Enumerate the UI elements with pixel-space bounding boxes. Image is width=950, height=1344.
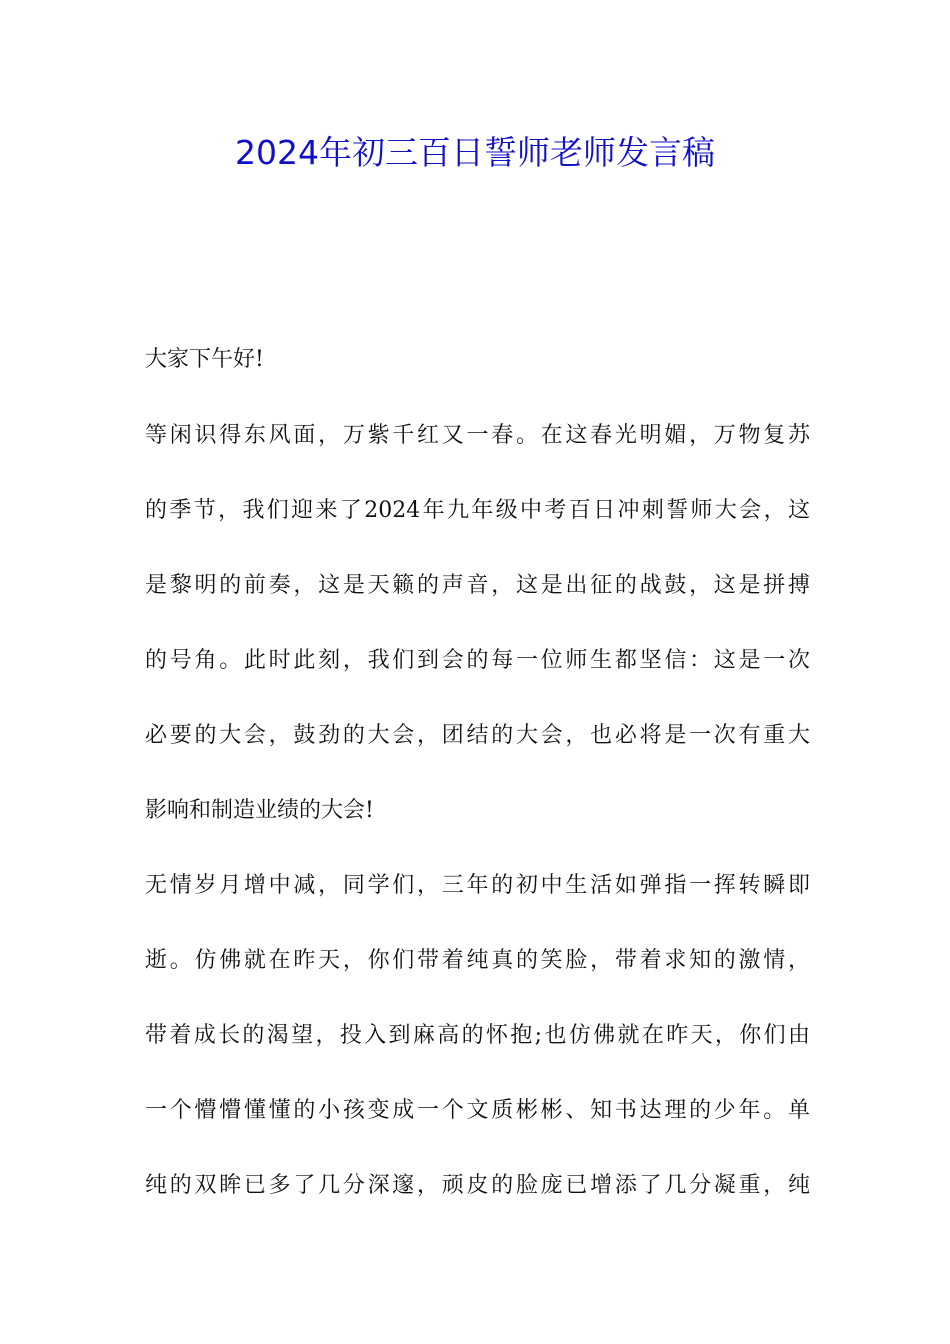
paragraph-line: 的季节，我们迎来了2024年九年级中考百日冲刺誓师大会，这 [145, 498, 810, 523]
greeting-line: 大家下午好! [145, 347, 264, 372]
paragraph-line: 的号角。此时此刻，我们到会的每一位师生都坚信：这是一次 [145, 648, 810, 673]
paragraph-line: 无情岁月增中减，同学们，三年的初中生活如弹指一挥转瞬即 [145, 873, 810, 898]
paragraph-line: 是黎明的前奏，这是天籁的声音，这是出征的战鼓，这是拼搏 [145, 573, 810, 598]
paragraph-line: 纯的双眸已多了几分深邃，顽皮的脸庞已增添了几分凝重，纯 [145, 1173, 810, 1198]
paragraph-line: 逝。仿佛就在昨天，你们带着纯真的笑脸，带着求知的激情， [145, 948, 810, 973]
paragraph-line: 带着成长的渴望，投入到麻高的怀抱;也仿佛就在昨天，你们由 [145, 1023, 810, 1048]
document-title: 2024年初三百日誓师老师发言稿 [235, 133, 715, 172]
paragraph-line: 一个懵懵懂懂的小孩变成一个文质彬彬、知书达理的少年。单 [145, 1098, 810, 1123]
paragraph-line: 等闲识得东风面，万紫千红又一春。在这春光明媚，万物复苏 [145, 423, 810, 448]
paragraph-line: 必要的大会，鼓劲的大会，团结的大会，也必将是一次有重大 [145, 723, 810, 748]
paragraph-line: 影响和制造业绩的大会! [145, 798, 374, 823]
